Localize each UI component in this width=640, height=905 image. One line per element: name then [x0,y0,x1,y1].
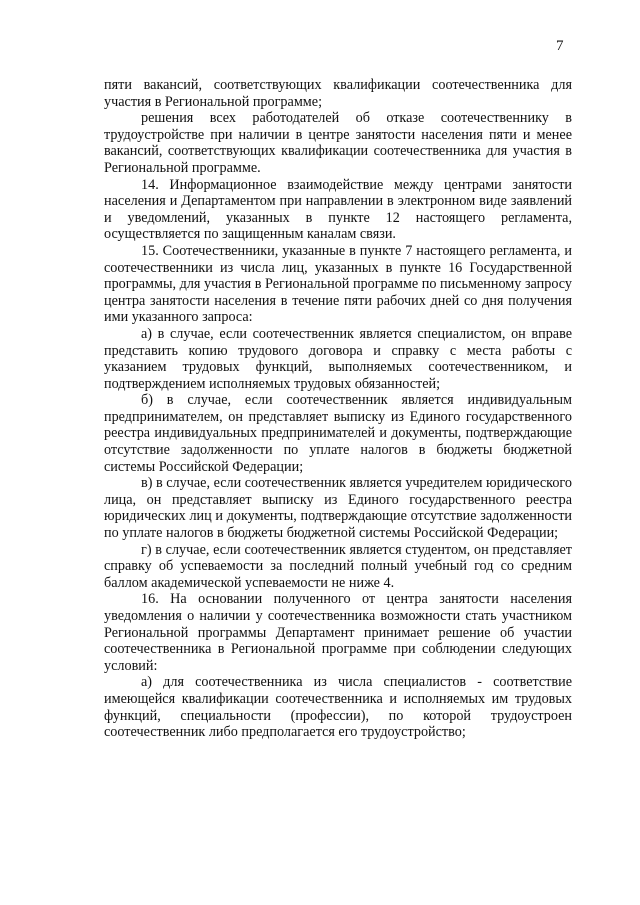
paragraph-item-16-a: а) для соотечественника из числа специалистов - соответствие имеющейся квалификации соотечественника и исполняемых им трудовых функций, специальности (профессии), по которой трудоустроен соотечественник либо предполагается его трудоустройство; [104,674,572,741]
paragraph-item-14: 14. Информационное взаимодействие между центрами занятости населения и Департаментом при направлении в электронном виде заявлений и уведомлений, указанных в пункте 12 настоящего регламента, осуществляется по защищенным каналам связи. [104,176,572,243]
page-number: 7 [556,38,564,54]
document-body [104,77,572,741]
paragraph-item-15-a: а) в случае, если соотечественник является специалистом, он вправе представить копию трудового договора и справку с места работы с указанием трудовых функций, выполняемых соотечественником, и подтверждением исполняемых трудовых обязанностей; [104,325,572,392]
paragraph-item-15-b: б) в случае, если соотечественник является индивидуальным предпринимателем, он представляет выписку из Единого государственного реестра индивидуальных предпринимателей и документы, подтверждающие отсутствие задолженности по уплате налогов в бюджеты бюджетной системы Российской Федерации; [104,392,572,475]
paragraph-vacancies-continued: пяти вакансий, соответствующих квалификации соотечественника для участия в Региональной программе; [104,77,572,110]
paragraph-item-15: 15. Соотечественники, указанные в пункте 7 настоящего регламента, и соотечественники из числа лиц, указанных в пункте 16 Государственной программы, для участия в Региональной программе по письменному запросу центра занятости населения в течение пяти рабочих дней со дня получения ими указанного запроса: [104,242,572,326]
paragraph-item-15-v: в) в случае, если соотечественник является учредителем юридического лица, он представляет выписку из Единого государственного реестра юридических лиц и документы, подтверждающие отсутствие задолженности по уплате налогов в бюджеты бюджетной системы Российской Федерации; [104,475,572,542]
paragraph-item-16: 16. На основании полученного от центра занятости населения уведомления о наличии у соотечественника возможности стать участником Региональной программы Департамент принимает решение об участии соотечественника в Региональной программе при соблюдении следующих условий: [104,591,572,674]
paragraph-employer-refusals: решения всех работодателей об отказе соотечественнику в трудоустройстве при наличии в центре занятости населения пяти и менее вакансий, соответствующих квалификации соотечественника для участия в Региональной программе. [104,110,572,176]
paragraph-item-15-g: г) в случае, если соотечественник является студентом, он представляет справку об успеваемости за последний полный учебный год со средним баллом академической успеваемости не ниже 4. [104,541,572,591]
